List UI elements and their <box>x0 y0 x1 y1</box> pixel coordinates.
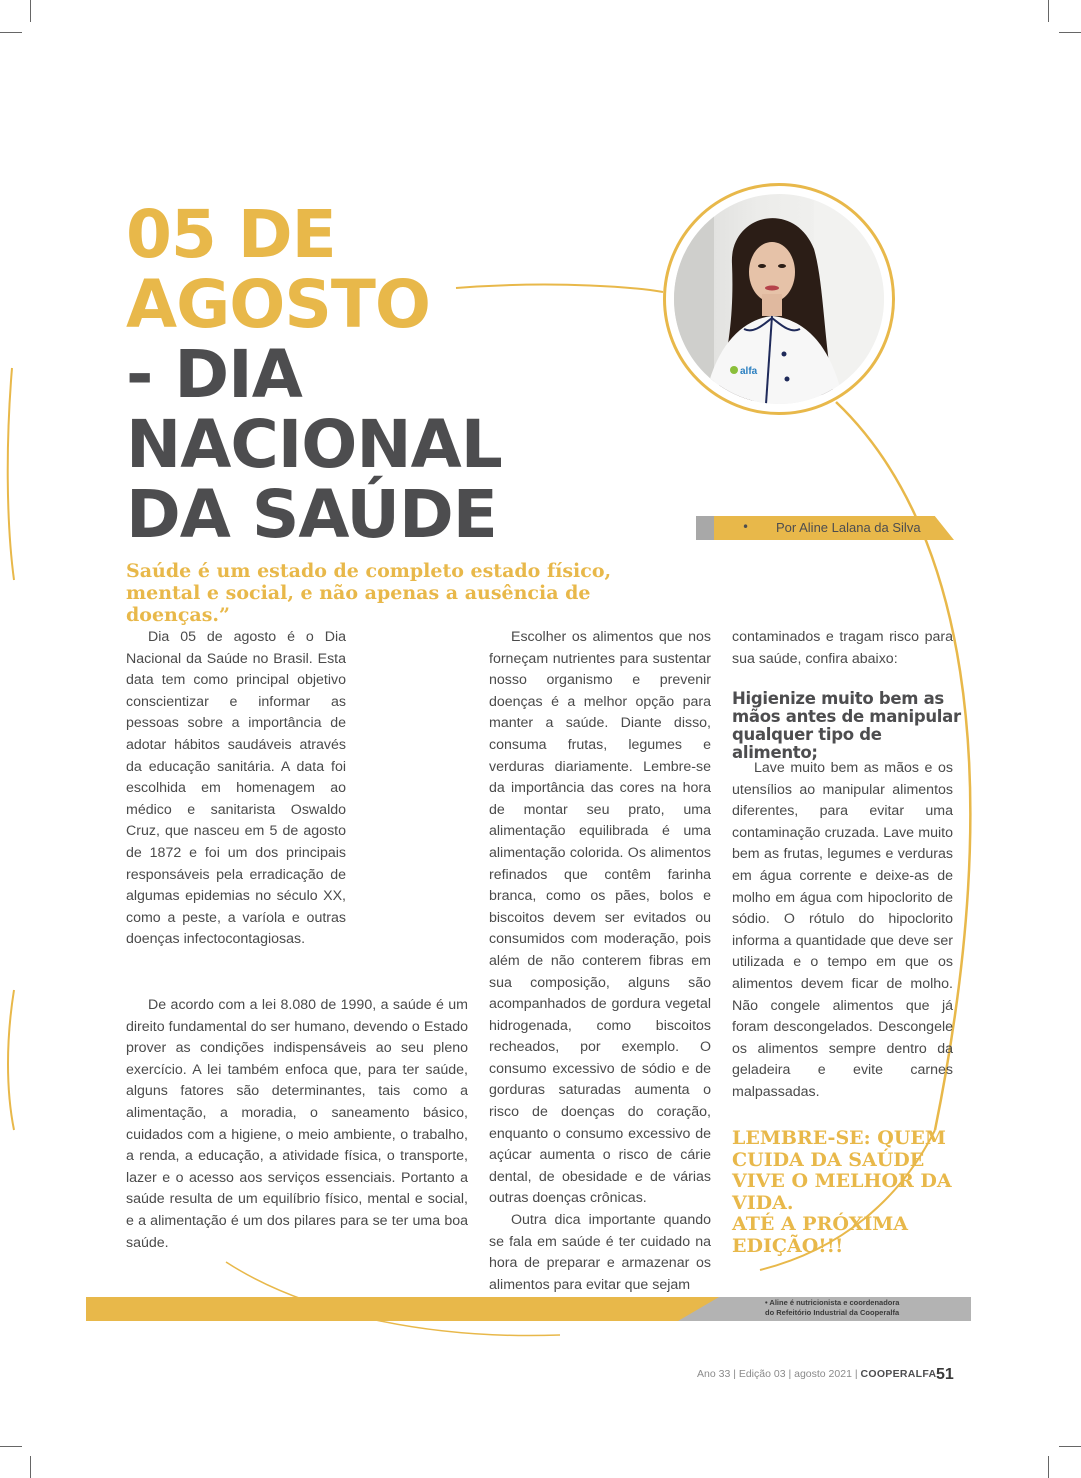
bullet-icon: • <box>742 520 750 534</box>
page-number: 51 <box>936 1366 954 1383</box>
title-line: NACIONAL <box>126 406 502 483</box>
closing-callout <box>732 1128 972 1257</box>
title-line: AGOSTO <box>126 266 431 343</box>
paragraph: De acordo com a lei 8.080 de 1990, a saúde é um direito fundamental do ser humano, devendo o Estado prover as condições indispensáveis ao seu pleno exercício. A lei também enfoca que, para ter saúde, alguns fatores são determinantes, tais como a alimentação, a moradia, o saneamento básico, cuidados com a higiene, o meio ambiente, o trabalho, a renda, a educação, a atividade física, o transporte, lazer e o acesso aos serviços essenciais. Portanto a saúde resulta de um equilíbrio físico, mental e social, e a alimentação é um dos pilares para se ter uma boa saúde. <box>126 997 468 1251</box>
author-portrait <box>663 183 895 415</box>
paragraph: contaminados e tragam risco para sua saúde, confira abaixo: <box>732 629 953 667</box>
article-column-3 <box>732 627 953 670</box>
shirt-logo-text: alfa <box>740 366 758 377</box>
article-column-3-body <box>732 758 953 1104</box>
portrait-photo <box>674 194 884 404</box>
author-note-line: • Aline é nutricionista e coordenadora <box>765 1298 900 1307</box>
byline-bar-grey <box>696 516 714 540</box>
lead-quote: Saúde é um estado de completo estado físico, mental e social, e não apenas a ausência de doenças.” <box>126 560 612 626</box>
bottom-bar-gold <box>86 1297 726 1321</box>
footer-brand: COOPERALFA <box>860 1368 937 1380</box>
section-subheading: Higienize muito bem as mãos antes de manipular qualquer tipo de alimento; <box>732 689 961 762</box>
article-column-2 <box>489 627 711 1296</box>
footer-info: Ano 33 | Edição 03 | agosto 2021 | <box>697 1368 861 1380</box>
author-byline-bar <box>696 516 954 540</box>
author-note <box>765 1298 965 1318</box>
author-byline: Por Aline Lalana da Silva <box>776 520 921 535</box>
paragraph: Lave muito bem as mãos e os utensílios ao manipular alimentos diferentes, para evitar uma contaminação cruzada. Lave muito bem as frutas, legumes e verduras em água corrente e deixe-as de molho em água com hipoclorito de sódio. O rótulo do hipoclorito informa a quantidade que deve ser utilizada e o tempo em que os alimentos devem ficar de molho. Não congele alimentos que já foram descongelados. Descongele os alimentos sempre dentro da geladeira e evite carnes malpassadas. <box>732 760 953 1100</box>
paragraph: Dia 05 de agosto é o Dia Nacional da Saúde no Brasil. Esta data tem como principal objetivo conscientizar e informar as pessoas sobre a importância de adotar hábitos saudáveis através da educação sanitária. A data foi escolhida em homenagem ao médico e sanitarista Oswaldo Cruz, que nasceu em 5 de agosto de 1872 e foi um dos principais responsáveis pela erradicação de algumas epidemias no século XX, como a peste, a varíola e outras doenças infectocontagiosas. <box>126 629 346 948</box>
article-column-1 <box>126 627 346 951</box>
page-title <box>126 196 502 553</box>
closing-line: ATÉ A PRÓXIMA EDIÇÃO!!! <box>732 1213 908 1257</box>
title-line: 05 DE <box>126 196 336 273</box>
portrait-illustration <box>674 194 884 404</box>
paragraph: Escolher os alimentos que nos forneçam nutrientes para sustentar nosso organismo e prevenir doenças é a melhor opção para manter a saúde. Diante disso, consuma frutas, legumes e verduras diariamente. Lembre-se da importância das cores na hora de montar seu prato, uma alimentação equilibrada é uma alimentação colorida. Os alimentos refinados que contêm farinha branca, como os pães, bolos e biscoitos devem ser evitados ou consumidos com moderação, pois além de não conterem fibras em sua composição, alguns são acompanhados de gordura vegetal hidrogenada, como biscoitos recheados, por exemplo. O consumo excessivo de sódio e de gorduras saturadas aumenta o risco de doenças do coração, enquanto o consumo excessivo de açúcar aumenta o risco de cárie dental, de obesidade e de várias outras doenças crônicas. <box>489 629 711 1207</box>
article-column-1-wide <box>126 995 468 1254</box>
paragraph: Outra dica importante quando se fala em saúde é ter cuidado na hora de preparar e armazenar os alimentos para evitar que sejam <box>489 1212 711 1293</box>
closing-line: LEMBRE-SE: QUEM CUIDA DA SAÚDE VIVE O MELHOR DA VIDA. <box>732 1127 952 1214</box>
page-footer <box>697 1368 936 1380</box>
title-line: DA SAÚDE <box>126 476 497 553</box>
title-line: - DIA <box>126 336 302 413</box>
author-note-line: do Refeitório Industrial da Cooperalfa <box>765 1308 900 1317</box>
